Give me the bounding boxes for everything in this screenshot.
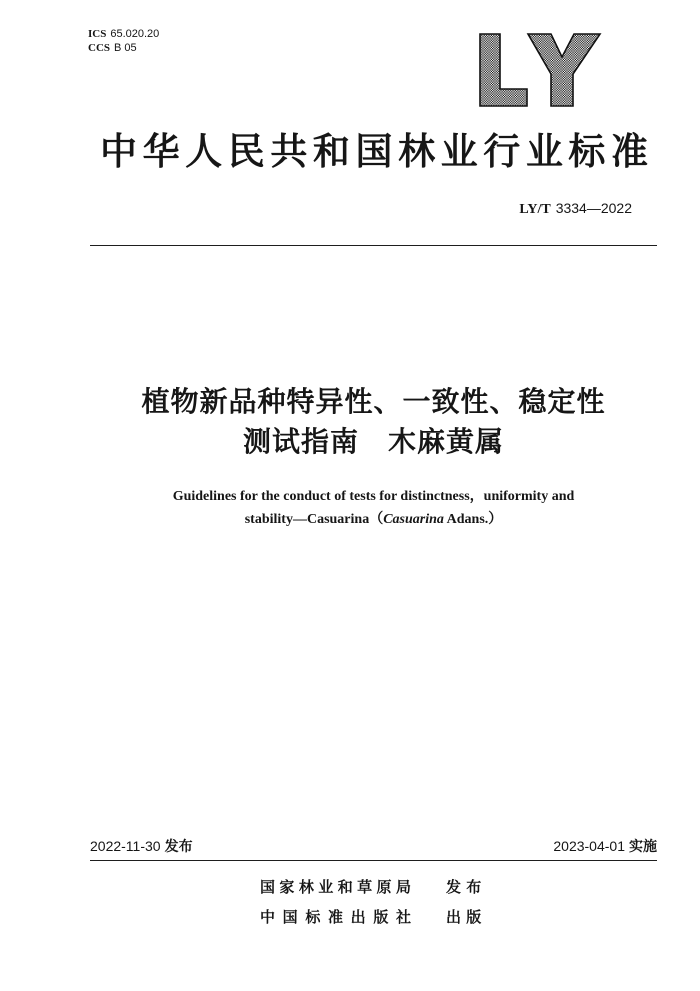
ics-code	[88, 28, 159, 41]
en-title-line-2	[90, 511, 657, 529]
ics-value: 65.020.20	[110, 28, 160, 40]
ccs-code	[88, 42, 137, 55]
en-title-genus-italic: Casuarina	[383, 512, 444, 527]
ccs-value: B 05	[114, 42, 137, 54]
standard-code-prefix: LY/T	[519, 202, 551, 217]
ccs-label: CCS	[88, 42, 111, 54]
publisher-action: 出 版	[446, 908, 482, 926]
ly-logo	[470, 28, 610, 114]
standard-code-number: 3334—2022	[555, 200, 632, 216]
implement-date	[553, 837, 657, 856]
issuer-name: 国家林业和草原局	[260, 878, 411, 896]
standard-code	[519, 199, 632, 219]
divider-top	[90, 245, 657, 246]
publisher-name: 中国标准出版社	[260, 908, 411, 926]
en-title-line-1: Guidelines for the conduct of tests for distinctness，uniformity and	[172, 489, 575, 504]
logo-letter-l	[480, 34, 527, 106]
en-title-line-2-end: Adans.）	[443, 512, 503, 527]
logo-letter-y	[528, 34, 600, 106]
zh-title-line-1: 植物新品种特异性、一致性、稳定性	[141, 385, 606, 418]
issue-date-label: 发布	[164, 839, 193, 855]
en-title-line-2-start: stability—Casuarina（	[244, 512, 384, 527]
implement-date-label: 实施	[629, 839, 657, 855]
divider-bottom	[90, 860, 657, 861]
issuer-action: 发 布	[446, 878, 482, 896]
category-title: 中华人民共和国林业行业标准	[100, 130, 648, 173]
ics-label: ICS	[88, 28, 107, 40]
zh-title-line-2: 测试指南 木麻黄属	[242, 425, 504, 458]
issue-date-value: 2022-11-30	[90, 838, 161, 854]
issue-date	[90, 837, 193, 856]
implement-date-value: 2023-04-01	[553, 838, 625, 854]
